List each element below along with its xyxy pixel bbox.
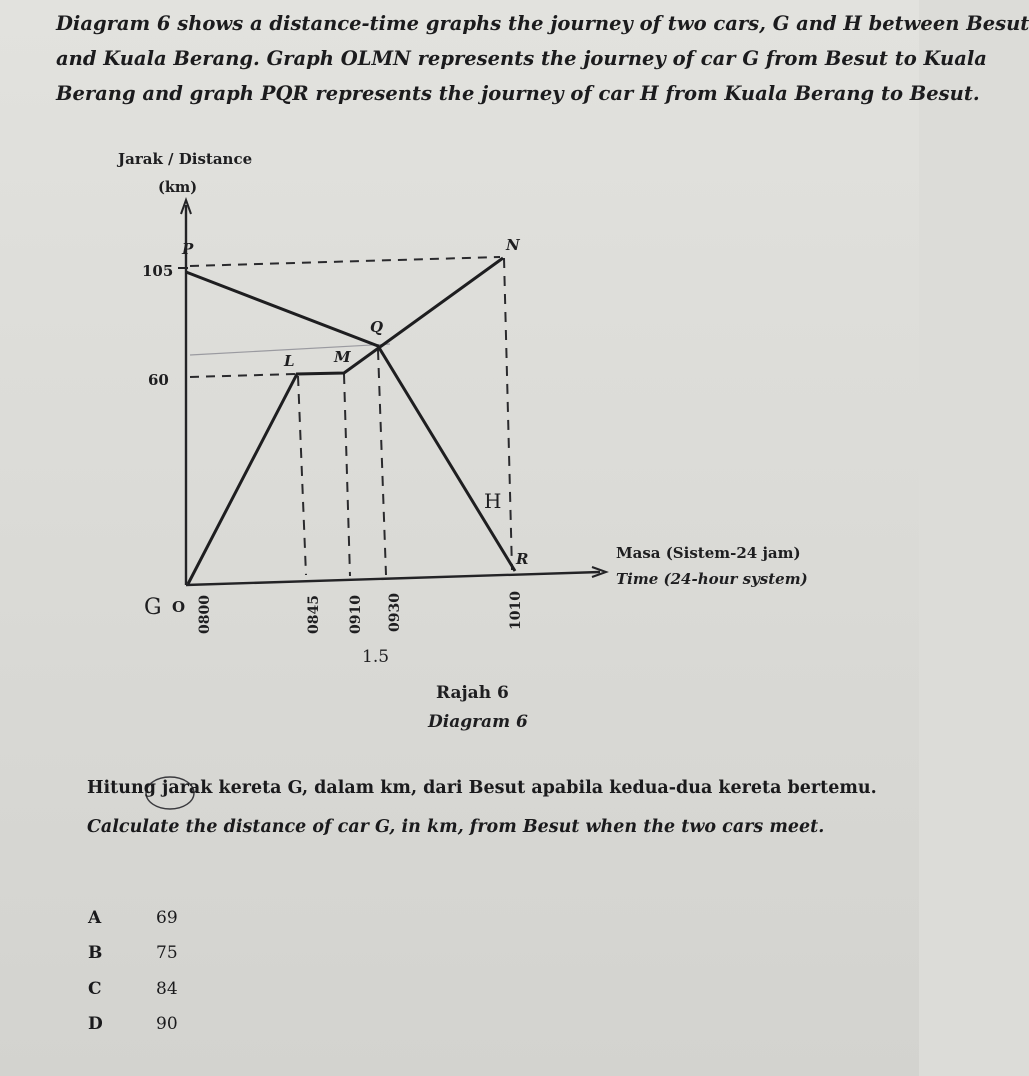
car-h-graph [186,272,515,571]
point-q-label: Q [370,318,384,336]
y-axis-unit: (km) [158,179,198,196]
option-value: 90 [156,1014,178,1035]
handwritten-note: 1.5 [362,647,390,667]
origin-label: O [172,598,186,616]
intro-line-3: Berang and graph PQR represents the journey of car H from Kuala Berang to Besut. [56,82,980,105]
option-letter: D [88,1014,103,1035]
handwritten-h: H [484,489,502,513]
x-axis-label-malay: Masa (Sistem-24 jam) [616,544,801,562]
y-tick-60: 60 [148,371,169,389]
y-tick-105: 105 [142,262,174,280]
option-value: 75 [156,943,178,964]
option-value: 69 [156,907,178,928]
option-letter: C [88,978,102,999]
guide-0930 [378,350,386,575]
point-p-label: P [182,240,194,258]
x-axis [186,572,600,585]
car-g-graph [188,258,503,584]
guide-105 [190,257,500,266]
x-tick-0930: 0930 [387,593,403,632]
x-tick-0800: 0800 [197,595,213,634]
guide-60 [190,374,296,377]
question-malay: Hitung jarak kereta G, dalam km, dari Besut apabila kedua-dua kereta bertemu. [87,778,877,798]
option-d[interactable] [88,1007,178,1043]
caption-malay: Rajah 6 [436,683,509,703]
x-tick-1010: 1010 [508,591,524,630]
option-letter: B [88,943,103,964]
question-english: Calculate the distance of car G, in km, from Besut when the two cars meet. [87,817,825,837]
caption-english: Diagram 6 [428,712,528,732]
point-r-label: R [516,550,529,568]
x-tick-0910: 0910 [348,595,364,634]
option-letter: A [88,907,102,928]
guide-0845 [298,376,306,575]
x-tick-0845: 0845 [306,595,322,634]
point-m-label: M [334,348,351,366]
intro-line-2: and Kuala Berang. Graph OLMN represents the journey of car G from Besut to Kuala [56,47,987,70]
answer-options [88,900,178,1042]
intro-line-1: Diagram 6 shows a distance-time graphs the journey of two cars, G and H between Besut [56,12,1029,35]
guide-0910 [344,374,350,576]
y-axis-label: Jarak / Distance [118,150,253,168]
option-c[interactable] [88,971,178,1007]
point-l-label: L [284,352,295,370]
option-a[interactable] [88,900,178,936]
guide-1010 [504,258,512,570]
point-n-label: N [506,236,520,254]
x-axis-label-english: Time (24-hour system) [616,570,808,588]
option-b[interactable] [88,936,178,972]
option-value: 84 [156,978,178,999]
handwritten-g: G [144,595,162,620]
